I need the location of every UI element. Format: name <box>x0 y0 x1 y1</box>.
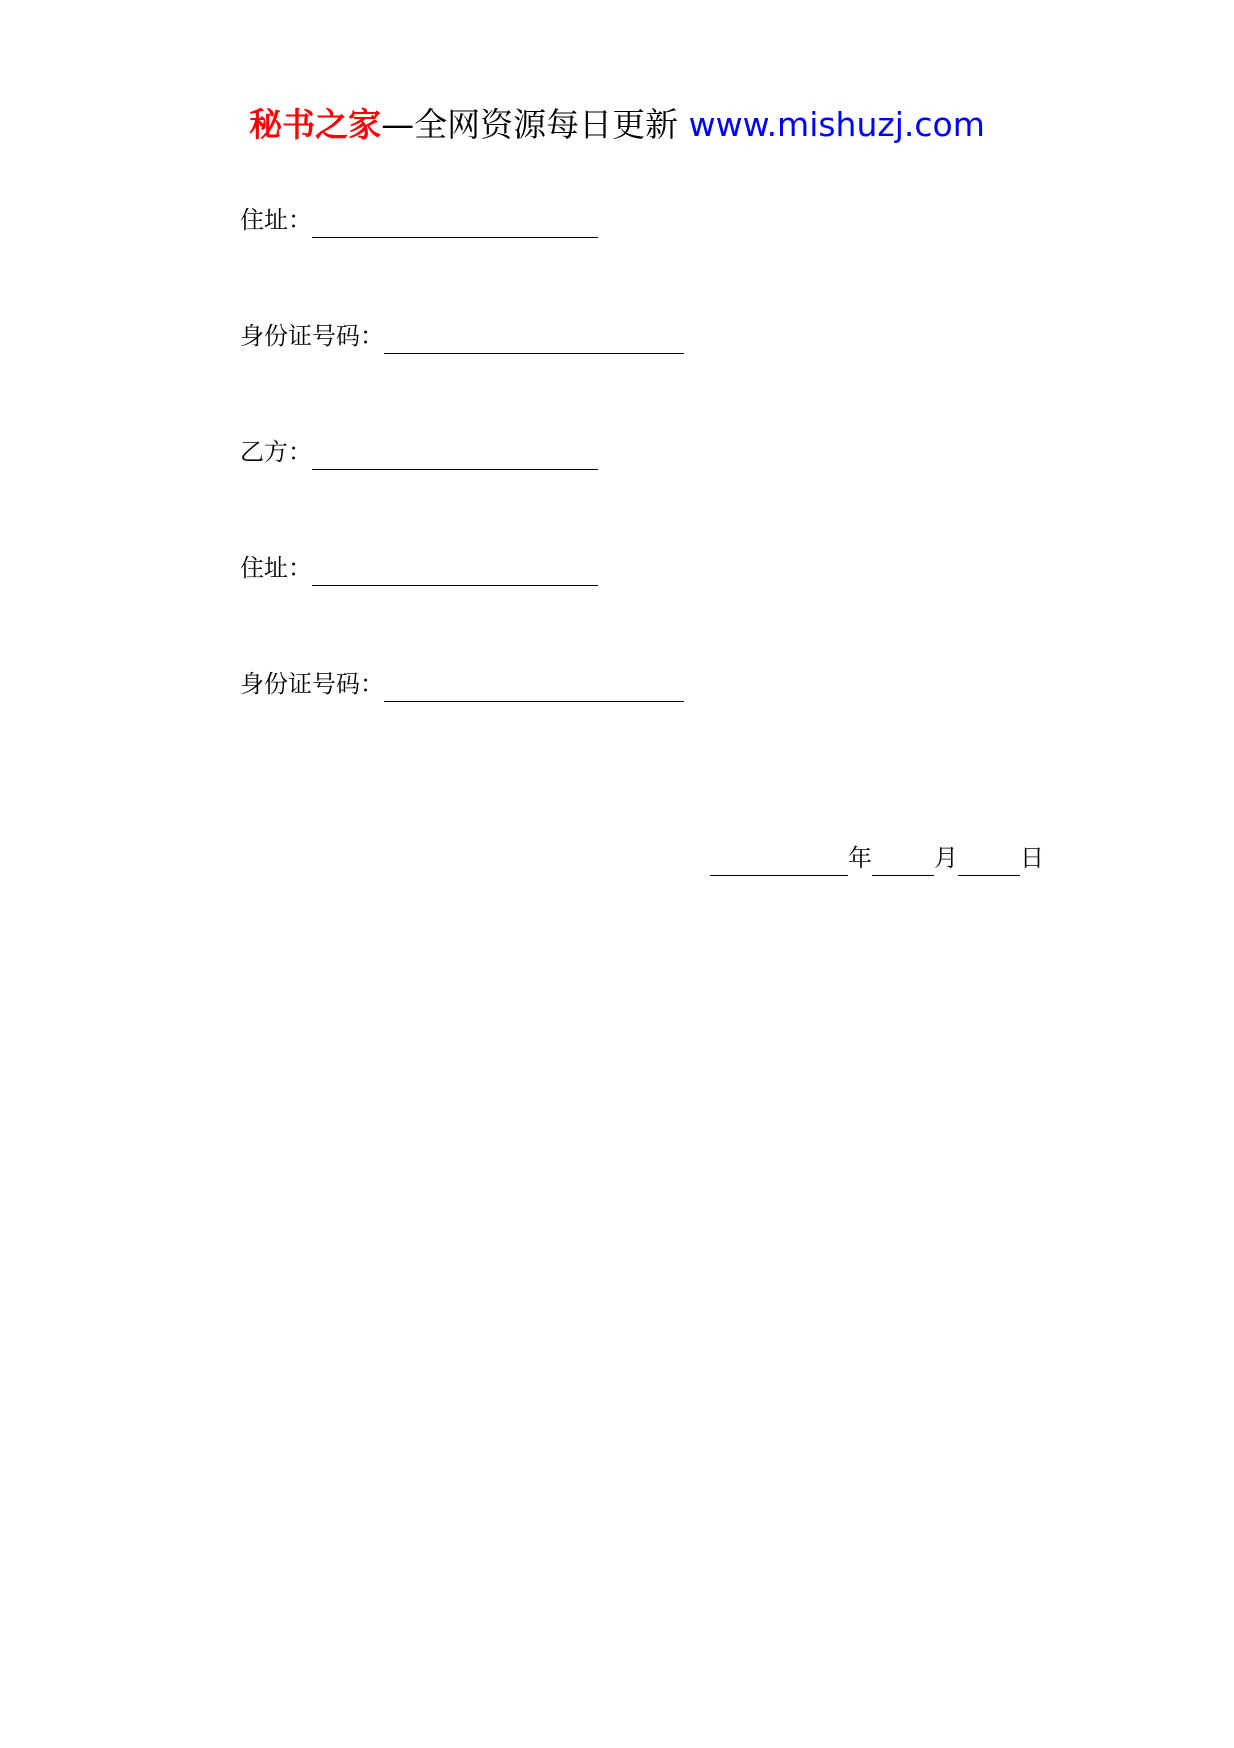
address-field-1 <box>240 202 598 238</box>
party-b-field <box>240 434 598 470</box>
brand-name: 秘书之家 <box>249 105 382 144</box>
address-label-2: 住址： <box>240 554 312 582</box>
page-header <box>0 98 1234 152</box>
month-blank[interactable] <box>872 847 934 876</box>
day-blank[interactable] <box>958 847 1020 876</box>
party-b-blank[interactable] <box>312 441 598 470</box>
year-label: 年 <box>848 844 872 872</box>
id-number-blank-2[interactable] <box>384 673 684 702</box>
id-number-blank-1[interactable] <box>384 325 684 354</box>
address-field-2 <box>240 550 598 586</box>
id-number-field-2 <box>240 666 684 702</box>
signature-date <box>710 840 1044 876</box>
address-label-1: 住址： <box>240 206 312 234</box>
slogan-text: —全网资源每日更新 <box>381 105 679 144</box>
id-number-label-1: 身份证号码： <box>240 322 384 350</box>
address-blank-1[interactable] <box>312 209 598 238</box>
day-label: 日 <box>1020 844 1044 872</box>
id-number-field-1 <box>240 318 684 354</box>
party-b-label: 乙方： <box>240 438 312 466</box>
year-blank[interactable] <box>710 847 848 876</box>
id-number-label-2: 身份证号码： <box>240 670 384 698</box>
month-label: 月 <box>934 844 958 872</box>
address-blank-2[interactable] <box>312 557 598 586</box>
site-url-link[interactable]: www.mishuzj.com <box>688 105 985 144</box>
